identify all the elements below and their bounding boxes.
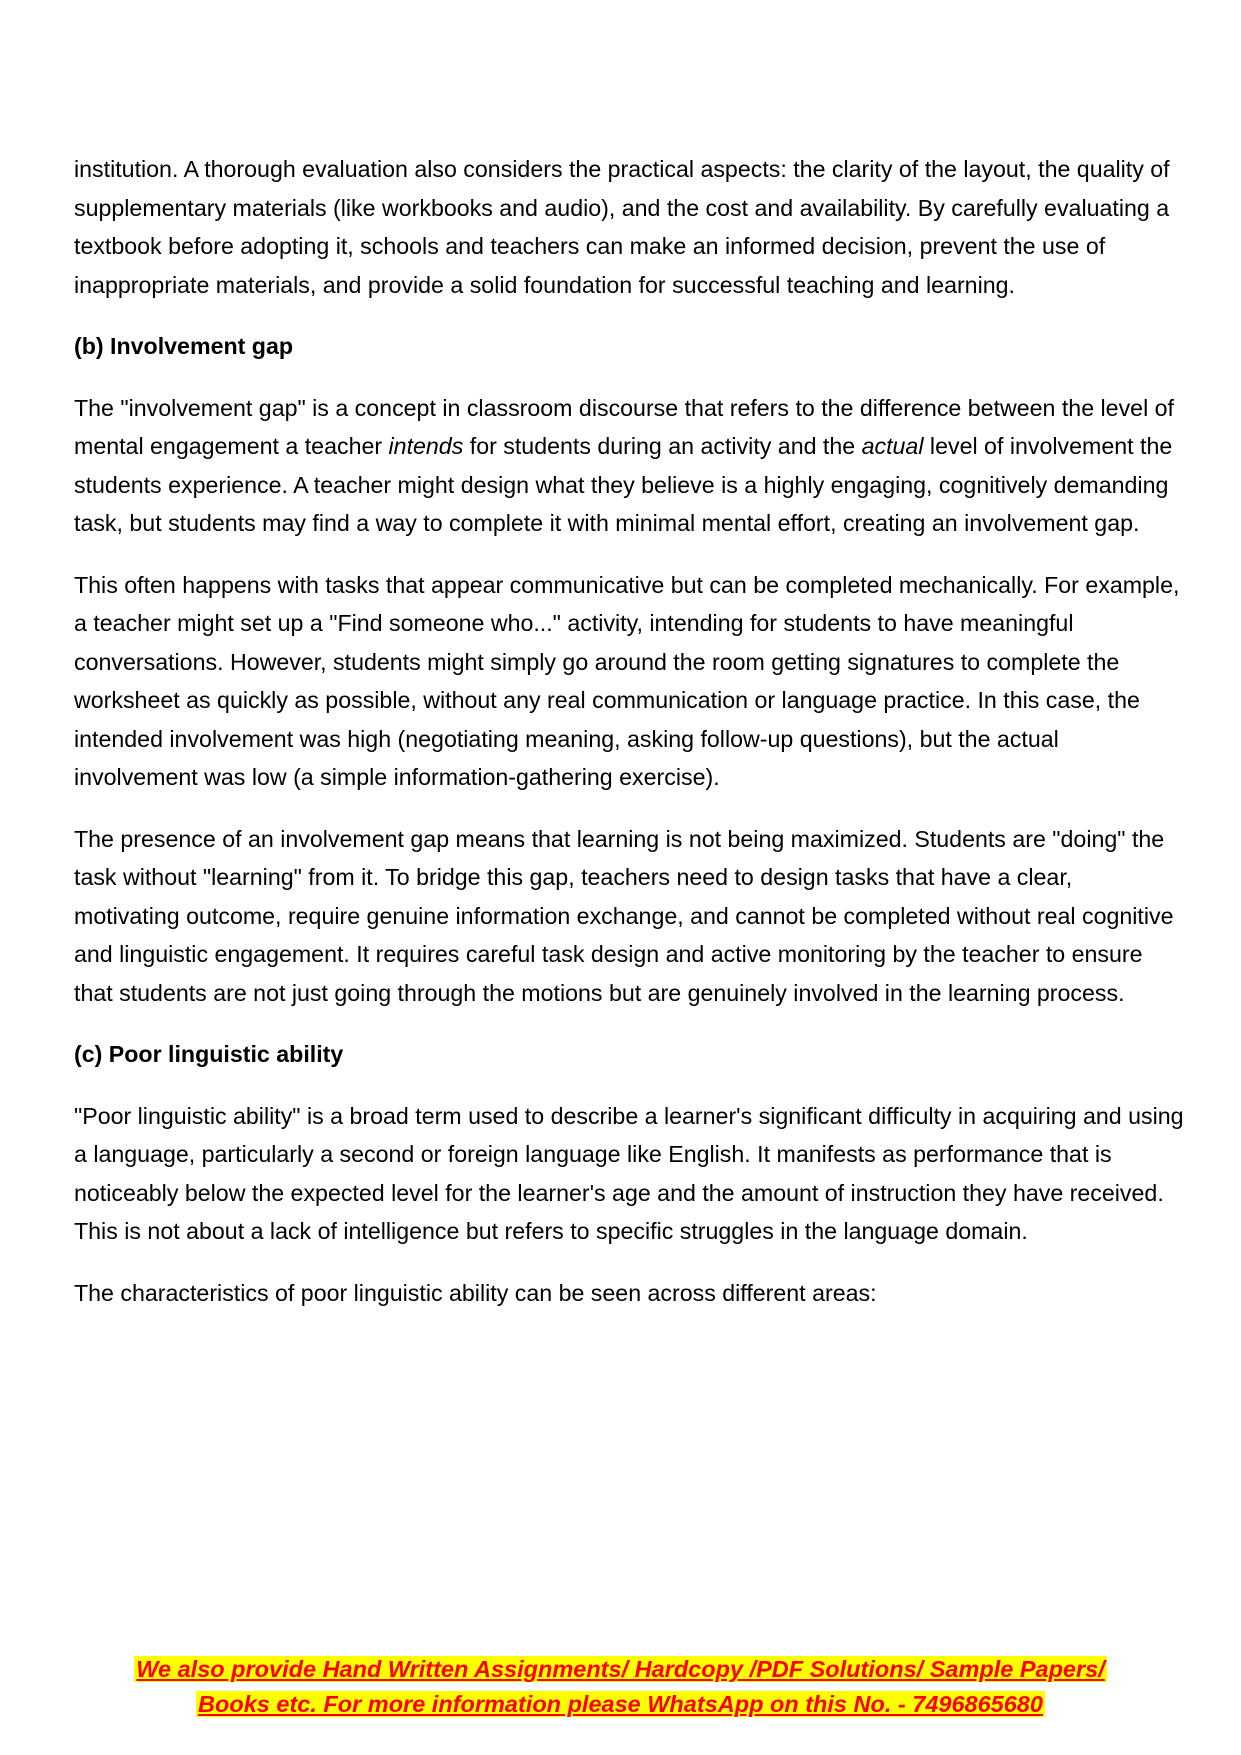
paragraph-text: for students during an activity and the [463, 433, 862, 459]
paragraph-text: level of involvement the students experience. A teacher might design what they believe is a highly engaging, cognitively demanding task, but students may find a way to complete it with minimal mental effort, creating an involvement gap. [74, 433, 1173, 536]
paragraph-involvement-gap-bridge: The presence of an involvement gap means that learning is not being maximized. Students are "doing" the task without "learning" from it. To bridge this gap, teachers need to design tasks that have a clear, motivating outcome, require genuine information exchange, and cannot be completed without real cognitive and linguistic engagement. It requires careful task design and active monitoring by the teacher to ensure that students are not just going through the motions but are genuinely involved in the learning process. [74, 825, 1174, 1006]
emphasis-intends: intends [388, 433, 464, 459]
paragraph-text: The "involvement gap" is a concept in classroom discourse that refers to the difference between the level of mental engagement a teacher [74, 394, 1175, 459]
heading-poor-linguistic-ability: (c) Poor linguistic ability [74, 1041, 344, 1067]
footer-line-1 [0, 1652, 1241, 1687]
paragraph-poor-linguistic-characteristics: The characteristics of poor linguistic ability can be seen across different areas: [74, 1279, 877, 1306]
document-body [74, 150, 1184, 1335]
footer-line-2 [0, 1687, 1241, 1722]
paragraph-involvement-gap-definition [74, 389, 1184, 543]
promo-footer [0, 1652, 1241, 1722]
emphasis-actual: actual [861, 433, 924, 459]
paragraph-poor-linguistic-definition: "Poor linguistic ability" is a broad term used to describe a learner's significant difficulty in acquiring and using a language, particularly a second or foreign language like English. It manifests as performance that is noticeably below the expected level for the learner's age and the amount of instruction they have received. This is not about a lack of intelligence but refers to specific struggles in the language domain. [74, 1102, 1184, 1244]
footer-promo-text: We also provide Hand Written Assignments/ Hardcopy /PDF Solutions/ Sample Papers/ [136, 1656, 1105, 1682]
paragraph-involvement-gap-example: This often happens with tasks that appear communicative but can be completed mechanically. For example, a teacher might set up a "Find someone who..." activity, intending for students to have meaningful conversations. However, students might simply go around the room getting signatures to complete the worksheet as quickly as possible, without any real communication or language practice. In this case, the intended involvement was high (negotiating meaning, asking follow-up questions), but the actual involvement was low (a simple information-gathering exercise). [74, 571, 1180, 790]
heading-involvement-gap: (b) Involvement gap [74, 333, 294, 359]
footer-contact-text: Books etc. For more information please WhatsApp on this No. - 7496865680 [198, 1691, 1043, 1717]
paragraph-textbook-evaluation: institution. A thorough evaluation also considers the practical aspects: the clarity of the layout, the quality of supplementary materials (like workbooks and audio), and the cost and availability. By carefully evaluating a textbook before adopting it, schools and teachers can make an informed decision, prevent the use of inappropriate materials, and provide a solid foundation for successful teaching and learning. [74, 156, 1170, 298]
